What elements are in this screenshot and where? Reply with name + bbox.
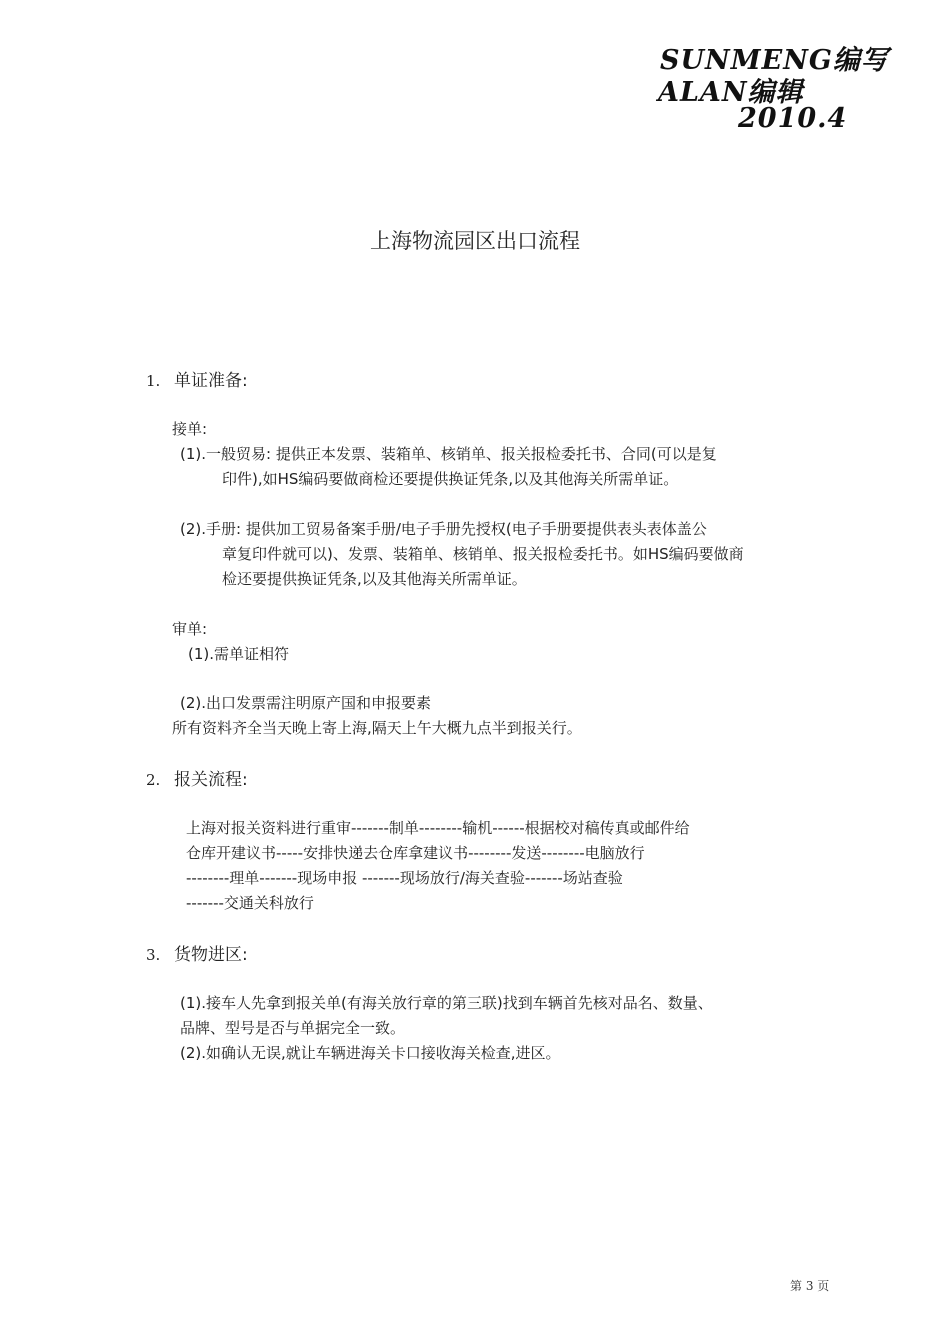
review-item-2: (2).出口发票需注明原产国和申报要素 (180, 694, 432, 712)
cargo-item-1-line-2: 品牌、型号是否与单据完全一致。 (180, 1019, 406, 1037)
date-signature: 2010.4 (738, 103, 848, 134)
section-1-heading (146, 366, 248, 391)
author-signature: SUNMENG编写 (660, 45, 889, 76)
section-title: 货物进区: (174, 945, 248, 965)
section-title: 报关流程: (174, 770, 248, 790)
review-label: 审单: (172, 620, 208, 638)
page-title: 上海物流园区出口流程 (370, 229, 580, 253)
flow-line-2: 仓库开建议书-----安排快递去仓库拿建议书--------发送--------电脑放行 (186, 844, 645, 862)
section-number: 1. (146, 372, 161, 390)
receive-item-2-line-1: (2).手册: 提供加工贸易备案手册/电子手册先授权(电子手册要提供表头表体盖公 (180, 520, 707, 538)
page-number: 第 3 页 (790, 1279, 830, 1293)
receive-item-2-line-3: 检还要提供换证凭条,以及其他海关所需单证。 (222, 570, 527, 588)
receive-item-1-line-1: (1).一般贸易: 提供正本发票、装箱单、核销单、报关报检委托书、合同(可以是复 (180, 445, 717, 463)
editor-signature: ALAN编辑 (658, 77, 804, 108)
section-title: 单证准备: (174, 371, 248, 391)
section-number: 3. (146, 946, 161, 964)
cargo-item-2: (2).如确认无误,就让车辆进海关卡口接收海关检查,进区。 (180, 1044, 561, 1062)
receive-item-2-line-2: 章复印件就可以)、发票、装箱单、核销单、报关报检委托书。如HS编码要做商 (222, 545, 744, 563)
section-number: 2. (146, 771, 161, 789)
receive-label: 接单: (172, 420, 208, 438)
cargo-item-1-line-1: (1).接车人先拿到报关单(有海关放行章的第三联)找到车辆首先核对品名、数量、 (180, 994, 713, 1012)
section-2-heading (146, 765, 248, 790)
receive-item-1-line-2: 印件),如HS编码要做商检还要提供换证凭条,以及其他海关所需单证。 (222, 470, 679, 488)
flow-line-4: -------交通关科放行 (186, 894, 314, 912)
flow-line-3: --------理单-------现场申报 -------现场放行/海关查验-------场站查验 (186, 869, 623, 887)
review-item-1: (1).需单证相符 (188, 645, 290, 663)
flow-line-1: 上海对报关资料进行重审-------制单--------输机------根据校对稿传真或邮件给 (186, 819, 690, 837)
section-3-heading (146, 940, 248, 965)
delivery-note: 所有资料齐全当天晚上寄上海,隔天上午大概九点半到报关行。 (172, 719, 582, 737)
